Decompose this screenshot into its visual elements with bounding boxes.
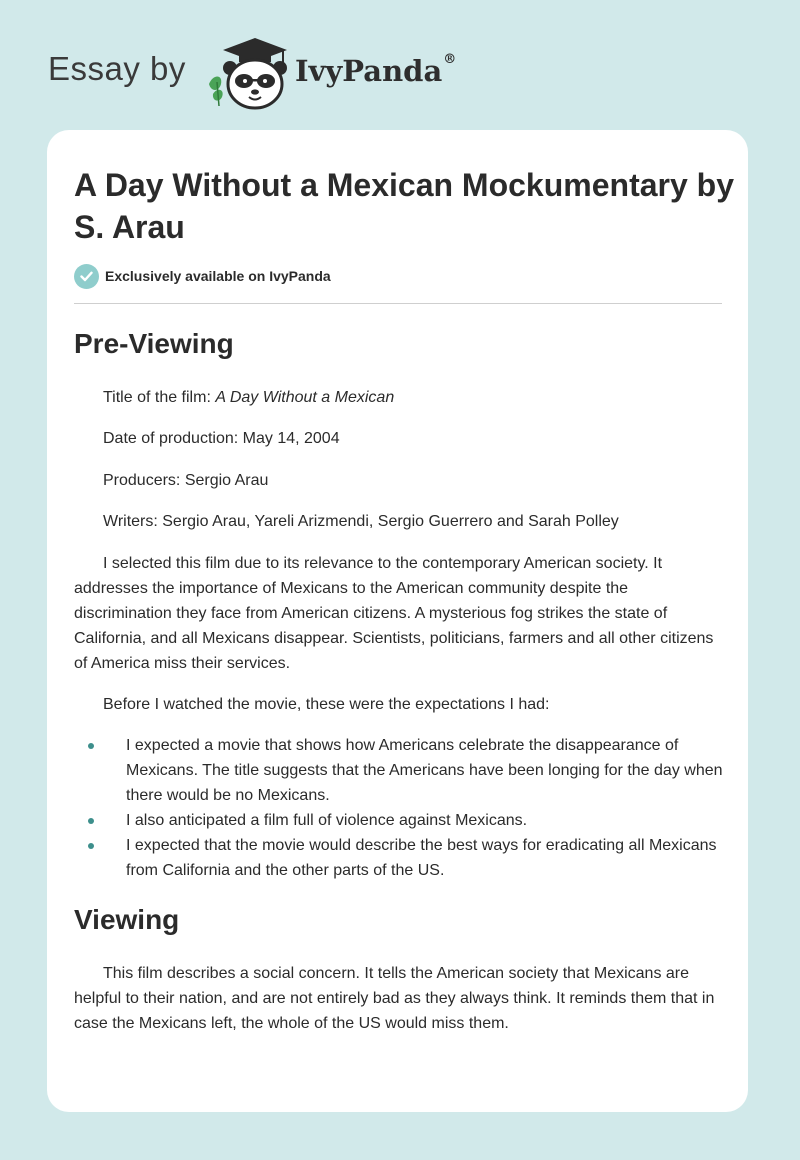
list-item-text: I expected that the movie would describe the best ways for eradicating all Mexicans from California and the other parts of the US. bbox=[126, 837, 717, 879]
section-heading-viewing: Viewing bbox=[74, 904, 180, 935]
article-card bbox=[47, 130, 748, 1112]
paragraph-film-selection: I selected this film due to its relevance to the contemporary American society. It addresses the importance of Mexicans to the American community despite the discrimination they face from American citizens. A mysterious fog strikes the state of California, and all Mexicans disappear. Scientists, politicians, farmers and all other citizens of America miss their services. bbox=[74, 555, 714, 672]
list-item bbox=[74, 833, 726, 883]
production-date-line: Date of production: May 14, 2004 bbox=[103, 430, 340, 447]
check-icon bbox=[74, 264, 99, 289]
film-title-value: A Day Without a Mexican bbox=[215, 389, 395, 406]
bullet-icon bbox=[88, 818, 94, 824]
article-title: A Day Without a Mexican Mockumentary by S. Arau bbox=[74, 167, 734, 245]
expectations-list bbox=[74, 733, 726, 883]
list-item bbox=[74, 808, 726, 833]
paragraph-viewing: This film describes a social concern. It tells the American society that Mexicans are helpful to their nation, and are not entirely bad as they always think. It reminds them that in case the Mexicans left, the whole of the US would miss them. bbox=[74, 965, 715, 1032]
list-item-text: I also anticipated a film full of violence against Mexicans. bbox=[126, 812, 528, 829]
site-header bbox=[48, 32, 508, 112]
brand-name: IvyPanda bbox=[295, 54, 443, 88]
title-divider bbox=[74, 303, 722, 304]
film-title-line bbox=[74, 385, 726, 410]
list-item bbox=[74, 733, 726, 808]
registered-mark: ® bbox=[443, 52, 457, 67]
film-title-label: Title of the film: bbox=[103, 389, 216, 406]
bullet-icon bbox=[88, 843, 94, 849]
list-item-text: I expected a movie that shows how Americans celebrate the disappearance of Mexicans. The title suggests that the Americans have been longing for the day when there would be no Mexicans. bbox=[126, 737, 723, 804]
exclusive-badge bbox=[74, 263, 331, 289]
bullet-icon bbox=[88, 743, 94, 749]
producers-line: Producers: Sergio Arau bbox=[103, 472, 269, 489]
exclusive-label: Exclusively available on IvyPanda bbox=[105, 268, 331, 284]
brand-logo-text[interactable] bbox=[295, 54, 456, 88]
writers-line: Writers: Sergio Arau, Yareli Arizmendi, Sergio Guerrero and Sarah Polley bbox=[103, 513, 619, 530]
section-heading-pre-viewing: Pre-Viewing bbox=[74, 328, 234, 359]
essay-by-label: Essay by bbox=[48, 50, 186, 87]
panda-logo-icon[interactable] bbox=[203, 34, 295, 112]
paragraph-expectations-intro: Before I watched the movie, these were the expectations I had: bbox=[103, 696, 550, 713]
